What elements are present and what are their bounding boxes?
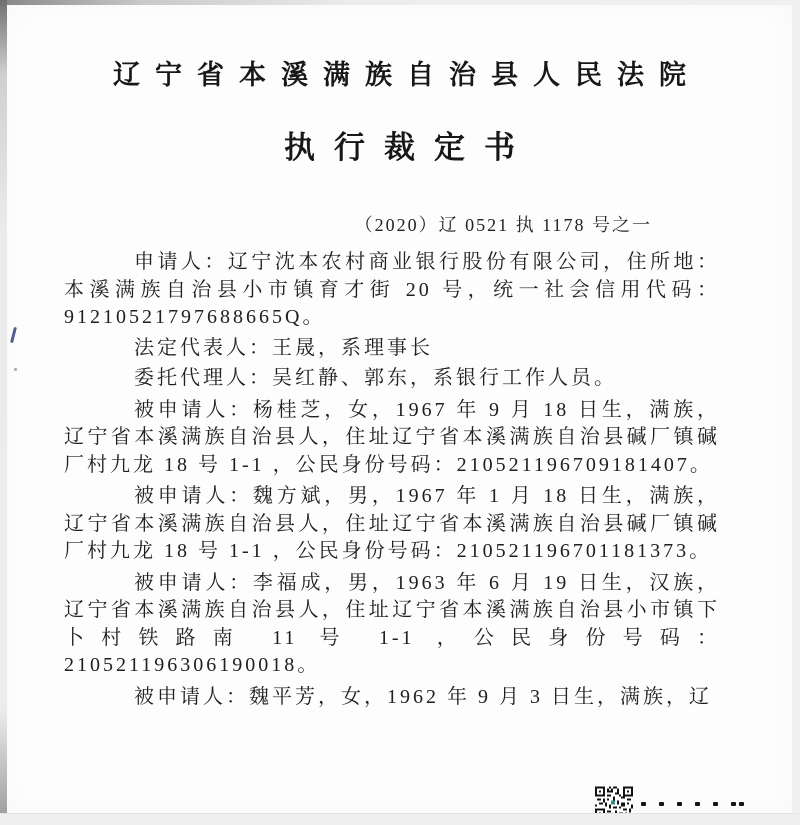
margin-pen-dot (14, 368, 17, 371)
footer-dot (739, 802, 744, 806)
qr-code-icon (595, 786, 633, 814)
paragraph-respondent-1: 被申请人：杨桂芝，女，1967 年 9 月 18 日生，满族，辽宁省本溪满族自治县人，住址辽宁省本溪满族自治县碱厂镇碱厂村九龙 18 号 1-1 ，公民身份号码：210521196709181407。 (64, 398, 720, 476)
scan-edge-left (0, 0, 7, 825)
document-title: 执行裁定书 (284, 130, 534, 165)
paragraph-respondent-3: 被申请人：李福成，男，1963 年 6 月 19 日生，汉族，辽宁省本溪满族自治县人，住址辽宁省本溪满族自治县小市镇下卜村铁路南 11 号 1-1 ，公民身份号码：210521196306190018。 (64, 571, 720, 676)
court-name-heading: 辽宁省本溪满族自治县人民法院 (113, 60, 701, 90)
footer-dot (731, 802, 736, 806)
paragraph-respondent-2: 被申请人：魏方斌，男，1967 年 1 月 18 日生，满族，辽宁省本溪满族自治县人，住址辽宁省本溪满族自治县碱厂镇碱厂村九龙 18 号 1-1 ，公民身份号码：210521196701181373。 (64, 485, 720, 562)
footer-dot (695, 802, 700, 806)
paragraph-respondent-4: 被申请人：魏平芳，女，1962 年 9 月 3 日生，满族，辽 (134, 685, 712, 708)
paragraph-applicant: 申请人：辽宁沈本农村商业银行股份有限公司，住所地：本溪满族自治县小市镇育才街 20 号，统一社会信用代码：91210521797688665Q。 (64, 251, 720, 328)
paragraph-entrusted-agents: 委托代理人：吴红静、郭东，系银行工作人员。 (134, 367, 617, 389)
footer-dots (641, 801, 744, 807)
footer-dot (659, 802, 664, 806)
paragraph-legal-representative: 法定代表人：王晟，系理事长 (134, 336, 433, 359)
case-number: （2020）辽 0521 执 1178 号之一 (354, 215, 652, 235)
footer-dot (677, 802, 682, 806)
scan-edge-bottom (0, 813, 800, 825)
footer-dot (713, 802, 718, 806)
footer-dot (641, 802, 646, 806)
document-body (7, 249, 792, 711)
document-page (7, 5, 792, 814)
scan-edge-top (0, 0, 800, 5)
